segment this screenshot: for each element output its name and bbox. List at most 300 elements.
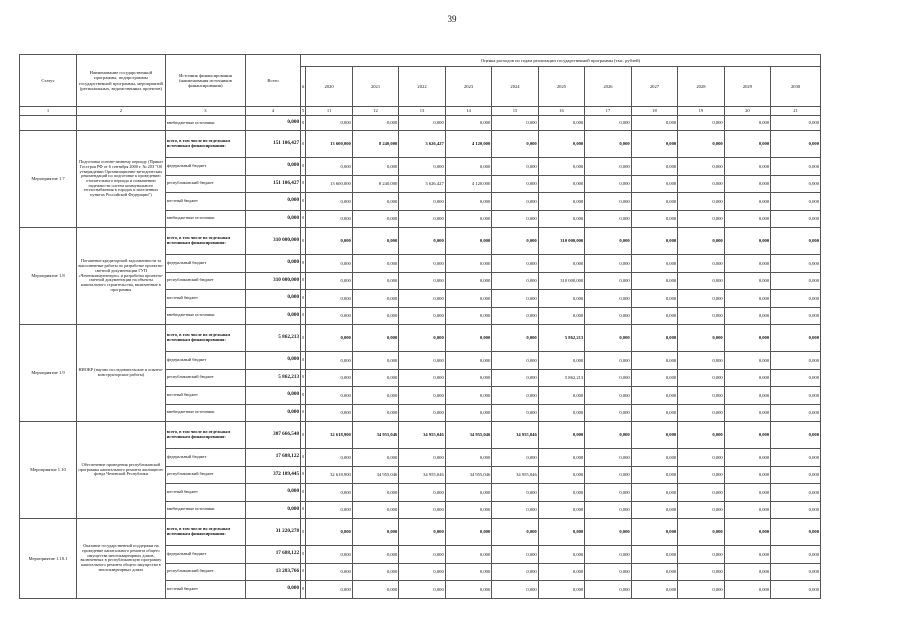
column-number: 12	[352, 107, 398, 116]
value-cell: 0,000	[538, 193, 584, 211]
value-cell: 0,000	[771, 228, 821, 255]
value-cell: 0,000	[399, 484, 445, 502]
value-cell: 0,000	[538, 449, 584, 467]
source-cell: всего, в том числе по отдельным источникам финансирования:	[165, 325, 245, 352]
value-cell: 0,000	[445, 272, 491, 290]
value-cell: 0,000	[538, 158, 584, 176]
value-cell: 0,000	[631, 519, 677, 546]
total-cell: 0,000	[246, 352, 301, 370]
hash-cell: 0	[301, 422, 306, 449]
value-cell: 0,000	[585, 158, 631, 176]
hash-cell: 0	[301, 193, 306, 211]
total-cell: 0,000	[246, 290, 301, 308]
source-cell: всего, в том числе по отдельным источникам финансирования:	[165, 228, 245, 255]
header-status: Статус	[20, 55, 77, 107]
header-year: 2029	[724, 67, 770, 107]
source-cell: федеральный бюджет	[165, 449, 245, 467]
status-cell: Мероприятие 1.10	[20, 422, 77, 519]
value-cell: 0,000	[724, 449, 770, 467]
value-cell: 34 955,046	[445, 466, 491, 484]
source-cell: федеральный бюджет	[165, 546, 245, 564]
source-cell: местный бюджет	[165, 193, 245, 211]
value-cell: 0,000	[678, 466, 724, 484]
source-cell: внебюджетные источники	[165, 116, 245, 131]
total-cell: 0,000	[246, 581, 301, 599]
source-cell: федеральный бюджет	[165, 255, 245, 273]
source-cell: внебюджетные источники	[165, 307, 245, 325]
value-cell: 4 120,000	[445, 175, 491, 193]
total-cell: 0,000	[246, 307, 301, 325]
value-cell: 0,000	[724, 387, 770, 405]
total-cell: 310 000,000	[246, 228, 301, 255]
value-cell: 0,000	[306, 387, 352, 405]
value-cell: 0,000	[678, 422, 724, 449]
financing-table	[19, 54, 821, 599]
value-cell: 0,000	[445, 501, 491, 519]
value-cell: 0,000	[306, 228, 352, 255]
value-cell: 0,000	[631, 158, 677, 176]
value-cell: 0,000	[492, 325, 538, 352]
hash-cell: 0	[301, 116, 306, 131]
total-cell: 13 283,766	[246, 563, 301, 581]
value-cell: 0,000	[724, 369, 770, 387]
value-cell: 0,000	[771, 175, 821, 193]
value-cell: 0,000	[352, 519, 398, 546]
header-year: 2028	[678, 67, 724, 107]
value-cell: 0,000	[771, 255, 821, 273]
column-number: 3	[165, 107, 245, 116]
value-cell: 0,000	[678, 228, 724, 255]
value-cell: 0,000	[678, 501, 724, 519]
value-cell: 0,000	[306, 404, 352, 422]
table-row	[20, 422, 821, 449]
value-cell: 0,000	[445, 228, 491, 255]
value-cell: 0,000	[492, 449, 538, 467]
value-cell: 0,000	[724, 404, 770, 422]
value-cell: 0,000	[538, 387, 584, 405]
value-cell: 0,000	[631, 563, 677, 581]
value-cell: 0,000	[771, 272, 821, 290]
value-cell: 0,000	[585, 484, 631, 502]
hash-cell: 0	[301, 325, 306, 352]
value-cell: 0,000	[585, 290, 631, 308]
value-cell: 0,000	[306, 369, 352, 387]
value-cell: 0,000	[678, 116, 724, 131]
hash-cell: 0	[301, 255, 306, 273]
value-cell: 0,000	[306, 546, 352, 564]
source-cell: внебюджетные источники	[165, 404, 245, 422]
value-cell: 0,000	[399, 228, 445, 255]
value-cell: 0,000	[492, 290, 538, 308]
value-cell: 0,000	[678, 175, 724, 193]
total-cell: 5 862,213	[246, 325, 301, 352]
value-cell: 0,000	[724, 210, 770, 228]
total-cell: 5 862,213	[246, 369, 301, 387]
value-cell: 0,000	[399, 352, 445, 370]
column-number: 4	[246, 107, 301, 116]
value-cell: 0,000	[352, 255, 398, 273]
value-cell: 0,000	[445, 387, 491, 405]
value-cell: 0,000	[771, 352, 821, 370]
hash-cell: 0	[301, 290, 306, 308]
total-cell: 0,000	[246, 501, 301, 519]
value-cell: 0,000	[678, 369, 724, 387]
header-year: 2022	[399, 67, 445, 107]
value-cell: 0,000	[306, 290, 352, 308]
column-number: 18	[631, 107, 677, 116]
total-cell: 151 106,427	[246, 131, 301, 158]
value-cell: 0,000	[538, 563, 584, 581]
hash-cell: 0	[301, 466, 306, 484]
value-cell: 0,000	[306, 563, 352, 581]
value-cell: 0,000	[492, 116, 538, 131]
value-cell: 0,000	[492, 307, 538, 325]
value-cell: 0,000	[492, 175, 538, 193]
total-cell: 0,000	[246, 255, 301, 273]
value-cell: 0,000	[631, 546, 677, 564]
table-row	[20, 325, 821, 352]
value-cell: 0,000	[724, 290, 770, 308]
value-cell: 0,000	[538, 501, 584, 519]
value-cell: 0,000	[399, 546, 445, 564]
source-cell: внебюджетные источники	[165, 501, 245, 519]
value-cell: 0,000	[631, 175, 677, 193]
value-cell: 0,000	[678, 484, 724, 502]
value-cell: 0,000	[678, 272, 724, 290]
header-year: 2023	[445, 67, 491, 107]
value-cell: 0,000	[352, 228, 398, 255]
hash-cell: 0	[301, 501, 306, 519]
hash-cell: 0	[301, 404, 306, 422]
column-number: 15	[492, 107, 538, 116]
value-cell: 0,000	[771, 116, 821, 131]
column-number: 1	[20, 107, 77, 116]
header-total: Всего	[246, 55, 301, 107]
value-cell: 0,000	[585, 272, 631, 290]
value-cell: 0,000	[678, 255, 724, 273]
total-cell: 0,000	[246, 404, 301, 422]
total-cell: 387 666,548	[246, 422, 301, 449]
hash-cell: 0	[301, 449, 306, 467]
value-cell: 0,000	[538, 404, 584, 422]
value-cell: 0,000	[771, 422, 821, 449]
header-source: Источник финансирования (наименования источников финансирования)	[165, 55, 245, 107]
value-cell: 0,000	[306, 116, 352, 131]
value-cell: 0,000	[352, 484, 398, 502]
value-cell: 0,000	[399, 272, 445, 290]
value-cell: 0,000	[631, 352, 677, 370]
hash-cell: 0	[301, 158, 306, 176]
header-year: 2026	[585, 67, 631, 107]
value-cell: 0,000	[445, 369, 491, 387]
value-cell: 0,000	[445, 210, 491, 228]
header-hash: #	[301, 67, 306, 107]
table-row	[20, 519, 821, 546]
value-cell: 0,000	[399, 387, 445, 405]
value-cell: 0,000	[492, 501, 538, 519]
value-cell: 0,000	[678, 519, 724, 546]
value-cell: 0,000	[631, 484, 677, 502]
header-year: 2025	[538, 67, 584, 107]
value-cell: 0,000	[631, 131, 677, 158]
value-cell: 0,000	[306, 272, 352, 290]
value-cell: 0,000	[306, 158, 352, 176]
value-cell: 0,000	[724, 325, 770, 352]
total-cell: 31 220,278	[246, 519, 301, 546]
value-cell: 0,000	[306, 307, 352, 325]
value-cell: 0,000	[399, 255, 445, 273]
value-cell: 0,000	[678, 449, 724, 467]
value-cell: 0,000	[399, 210, 445, 228]
value-cell: 0,000	[771, 131, 821, 158]
status-cell: Мероприятие 1.10.1	[20, 519, 77, 599]
value-cell: 0,000	[631, 404, 677, 422]
header-years-group: Оценка расходов по годам реализации государственной программы (тыс. рублей)	[301, 55, 821, 67]
value-cell: 34 955,046	[399, 466, 445, 484]
value-cell: 0,000	[306, 449, 352, 467]
value-cell: 13 600,000	[306, 131, 352, 158]
value-cell: 34 955,046	[352, 422, 398, 449]
source-cell: местный бюджет	[165, 484, 245, 502]
value-cell: 0,000	[538, 581, 584, 599]
value-cell: 310 000,000	[538, 228, 584, 255]
value-cell: 0,000	[585, 175, 631, 193]
value-cell: 0,000	[678, 131, 724, 158]
value-cell: 0,000	[771, 193, 821, 211]
value-cell: 5 862,213	[538, 325, 584, 352]
value-cell: 0,000	[585, 325, 631, 352]
value-cell: 0,000	[445, 307, 491, 325]
hash-cell: 0	[301, 175, 306, 193]
measure-name-cell: Оказание государственной поддержки на проведение капитального ремонта общего имущества многоквартирных домов, включенных в республиканскую программу капитального ремонта общего имущества в многоквартирных домах	[77, 519, 166, 599]
value-cell: 0,000	[631, 290, 677, 308]
value-cell: 0,000	[585, 422, 631, 449]
value-cell: 0,000	[678, 404, 724, 422]
value-cell: 5 862,213	[538, 369, 584, 387]
value-cell: 0,000	[492, 210, 538, 228]
value-cell: 0,000	[585, 449, 631, 467]
value-cell: 0,000	[771, 466, 821, 484]
header-year: 2020	[306, 67, 352, 107]
value-cell: 0,000	[445, 546, 491, 564]
value-cell: 0,000	[724, 563, 770, 581]
value-cell: 4 120,000	[445, 131, 491, 158]
value-cell: 0,000	[678, 546, 724, 564]
value-cell: 0,000	[771, 519, 821, 546]
column-number: 2	[77, 107, 166, 116]
value-cell: 8 240,000	[352, 131, 398, 158]
value-cell: 0,000	[631, 466, 677, 484]
source-cell: республиканский бюджет	[165, 466, 245, 484]
value-cell: 0,000	[585, 307, 631, 325]
hash-cell: 0	[301, 387, 306, 405]
value-cell: 0,000	[631, 581, 677, 599]
value-cell: 0,000	[399, 290, 445, 308]
value-cell: 0,000	[724, 581, 770, 599]
source-cell: местный бюджет	[165, 387, 245, 405]
total-cell: 0,000	[246, 210, 301, 228]
value-cell: 0,000	[492, 563, 538, 581]
source-cell: местный бюджет	[165, 290, 245, 308]
value-cell: 34 955,046	[352, 466, 398, 484]
value-cell: 0,000	[306, 193, 352, 211]
value-cell: 0,000	[445, 116, 491, 131]
value-cell: 0,000	[678, 193, 724, 211]
value-cell: 0,000	[585, 131, 631, 158]
value-cell: 0,000	[585, 210, 631, 228]
hash-cell: 0	[301, 228, 306, 255]
value-cell: 0,000	[585, 387, 631, 405]
source-cell: всего, в том числе по отдельным источникам финансирования:	[165, 519, 245, 546]
value-cell: 0,000	[399, 404, 445, 422]
value-cell: 0,000	[352, 501, 398, 519]
source-cell: всего, в том числе по отдельным источникам финансирования:	[165, 131, 245, 158]
value-cell: 0,000	[352, 116, 398, 131]
value-cell: 0,000	[538, 255, 584, 273]
value-cell: 0,000	[724, 519, 770, 546]
value-cell: 13 600,000	[306, 175, 352, 193]
value-cell: 0,000	[445, 158, 491, 176]
source-cell: всего, в том числе по отдельным источникам финансирования:	[165, 422, 245, 449]
total-cell: 372 189,445	[246, 466, 301, 484]
status-cell: Мероприятие 1.9	[20, 325, 77, 422]
total-cell: 0,000	[246, 484, 301, 502]
value-cell: 0,000	[724, 546, 770, 564]
source-cell: внебюджетные источники	[165, 210, 245, 228]
value-cell: 0,000	[585, 193, 631, 211]
measure-name-cell: НИОКР (научно исследовательские и опытно-конструкторские работы)	[77, 325, 166, 422]
value-cell: 0,000	[445, 563, 491, 581]
column-number: 14	[445, 107, 491, 116]
value-cell: 0,000	[538, 175, 584, 193]
value-cell: 0,000	[445, 325, 491, 352]
value-cell: 0,000	[771, 404, 821, 422]
value-cell: 0,000	[306, 519, 352, 546]
value-cell: 0,000	[631, 193, 677, 211]
value-cell: 0,000	[631, 325, 677, 352]
hash-cell: 0	[301, 581, 306, 599]
value-cell: 3 626,427	[399, 175, 445, 193]
value-cell: 0,000	[678, 581, 724, 599]
value-cell: 0,000	[771, 501, 821, 519]
value-cell: 0,000	[306, 210, 352, 228]
total-cell: 0,000	[246, 193, 301, 211]
value-cell: 0,000	[492, 193, 538, 211]
source-cell: республиканский бюджет	[165, 175, 245, 193]
value-cell: 34 955,046	[399, 422, 445, 449]
value-cell: 0,000	[352, 404, 398, 422]
value-cell: 310 000,000	[538, 272, 584, 290]
value-cell: 0,000	[585, 352, 631, 370]
value-cell: 0,000	[678, 563, 724, 581]
source-cell: федеральный бюджет	[165, 352, 245, 370]
source-cell: республиканский бюджет	[165, 563, 245, 581]
value-cell: 0,000	[492, 519, 538, 546]
value-cell: 0,000	[538, 131, 584, 158]
value-cell: 0,000	[399, 449, 445, 467]
empty-cell	[77, 116, 166, 131]
total-cell: 0,000	[246, 387, 301, 405]
value-cell: 0,000	[538, 484, 584, 502]
value-cell: 0,000	[492, 387, 538, 405]
value-cell: 0,000	[306, 581, 352, 599]
total-cell: 0,000	[246, 158, 301, 176]
value-cell: 0,000	[771, 325, 821, 352]
value-cell: 0,000	[631, 501, 677, 519]
hash-cell: 0	[301, 352, 306, 370]
value-cell: 0,000	[352, 546, 398, 564]
total-cell: 17 688,122	[246, 449, 301, 467]
value-cell: 0,000	[585, 369, 631, 387]
value-cell: 0,000	[399, 193, 445, 211]
value-cell: 0,000	[399, 307, 445, 325]
value-cell: 0,000	[399, 519, 445, 546]
value-cell: 0,000	[724, 352, 770, 370]
value-cell: 0,000	[352, 158, 398, 176]
value-cell: 0,000	[352, 563, 398, 581]
value-cell: 34 955,046	[445, 422, 491, 449]
value-cell: 0,000	[771, 546, 821, 564]
value-cell: 0,000	[399, 581, 445, 599]
value-cell: 0,000	[399, 116, 445, 131]
value-cell: 0,000	[585, 546, 631, 564]
column-number: 20	[724, 107, 770, 116]
value-cell: 0,000	[771, 484, 821, 502]
value-cell: 0,000	[538, 546, 584, 564]
value-cell: 0,000	[445, 290, 491, 308]
source-cell: республиканский бюджет	[165, 369, 245, 387]
value-cell: 0,000	[492, 255, 538, 273]
value-cell: 0,000	[538, 352, 584, 370]
value-cell: 0,000	[538, 307, 584, 325]
value-cell: 0,000	[631, 272, 677, 290]
value-cell: 0,000	[538, 116, 584, 131]
hash-cell: 0	[301, 131, 306, 158]
value-cell: 0,000	[631, 449, 677, 467]
value-cell: 0,000	[678, 352, 724, 370]
status-cell: Мероприятие 1.8	[20, 228, 77, 325]
value-cell: 0,000	[538, 466, 584, 484]
hash-cell: 0	[301, 369, 306, 387]
value-cell: 0,000	[538, 422, 584, 449]
value-cell: 0,000	[678, 210, 724, 228]
value-cell: 0,000	[306, 484, 352, 502]
value-cell: 0,000	[585, 581, 631, 599]
measure-name-cell: Обеспечение проведения республиканской программы капитального ремонта жилищного фонда Чеченской Республики	[77, 422, 166, 519]
value-cell: 0,000	[445, 255, 491, 273]
value-cell: 0,000	[399, 325, 445, 352]
value-cell: 0,000	[724, 255, 770, 273]
value-cell: 0,000	[631, 307, 677, 325]
value-cell: 8 240,000	[352, 175, 398, 193]
value-cell: 0,000	[492, 352, 538, 370]
value-cell: 0,000	[724, 501, 770, 519]
value-cell: 0,000	[352, 210, 398, 228]
value-cell: 0,000	[724, 228, 770, 255]
value-cell: 0,000	[585, 404, 631, 422]
source-cell: федеральный бюджет	[165, 158, 245, 176]
value-cell: 0,000	[352, 449, 398, 467]
header-year: 2027	[631, 67, 677, 107]
value-cell: 0,000	[492, 131, 538, 158]
value-cell: 0,000	[724, 466, 770, 484]
value-cell: 0,000	[678, 290, 724, 308]
column-number: 19	[678, 107, 724, 116]
hash-cell: 0	[301, 307, 306, 325]
value-cell: 0,000	[771, 369, 821, 387]
value-cell: 0,000	[538, 519, 584, 546]
value-cell: 0,000	[631, 422, 677, 449]
